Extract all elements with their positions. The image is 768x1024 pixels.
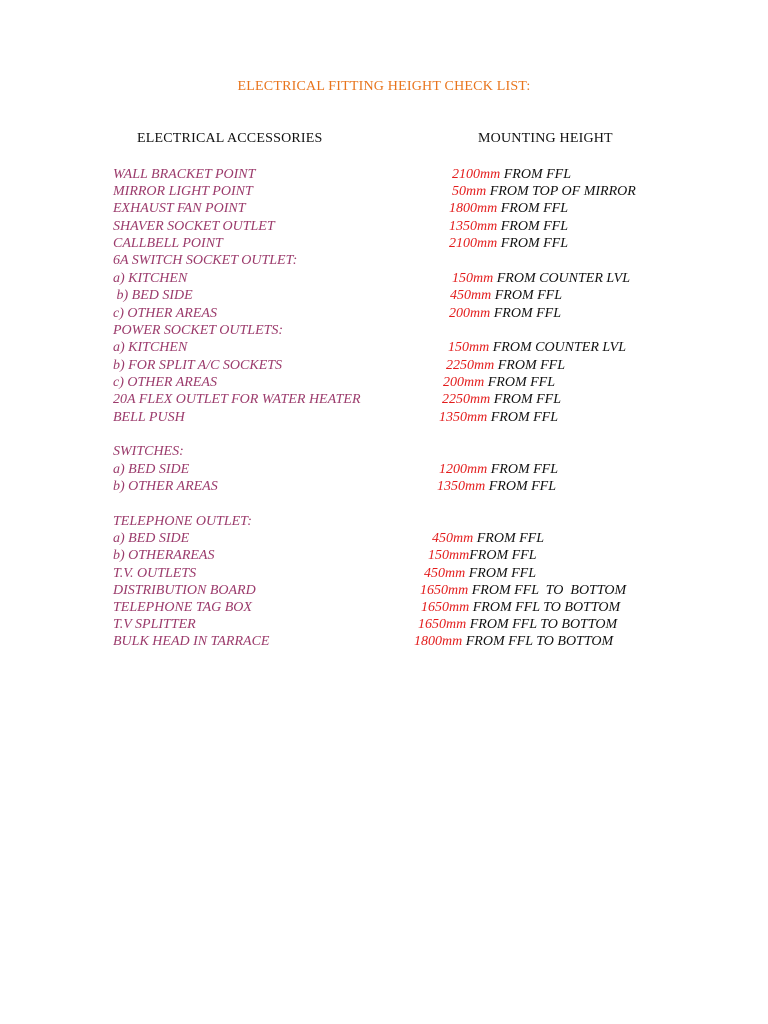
accessory-name: b) BED SIDE <box>113 288 193 303</box>
height-value: 1200mm <box>439 462 488 477</box>
checklist-row <box>113 200 713 217</box>
height-reference: FROM FFL TO BOTTOM <box>468 583 627 598</box>
checklist-row <box>113 305 713 322</box>
mounting-height <box>424 565 536 582</box>
height-reference: FROM FFL <box>500 167 571 182</box>
mounting-height <box>439 409 558 426</box>
checklist-row <box>113 513 713 530</box>
mounting-height <box>449 200 568 217</box>
mounting-height <box>421 599 620 616</box>
checklist-row <box>113 166 713 183</box>
mounting-height <box>418 616 617 633</box>
checklist-row <box>113 287 713 304</box>
checklist-row <box>113 252 713 269</box>
accessory-name: BULK HEAD IN TARRACE <box>113 634 270 649</box>
mounting-height <box>449 235 568 252</box>
mounting-height <box>452 183 636 200</box>
mounting-height <box>439 461 558 478</box>
height-reference: FROM FFL <box>497 201 568 216</box>
accessory-name: a) BED SIDE <box>113 531 190 546</box>
height-value: 450mm <box>424 566 466 581</box>
accessory-name: b) FOR SPLIT A/C SOCKETS <box>113 358 283 373</box>
height-value: 200mm <box>449 306 491 321</box>
height-reference: FROM FFL <box>484 375 555 390</box>
height-value: 2100mm <box>449 236 498 251</box>
height-value: 1350mm <box>437 479 486 494</box>
checklist-row <box>113 409 713 426</box>
mounting-height <box>446 357 565 374</box>
accessory-name: BELL PUSH <box>113 410 185 425</box>
checklist-row <box>113 374 713 391</box>
accessory-name: WALL BRACKET POINT <box>113 167 256 182</box>
mounting-height <box>450 287 562 304</box>
height-value: 450mm <box>450 288 492 303</box>
checklist-row <box>113 235 713 252</box>
height-value: 200mm <box>443 375 485 390</box>
height-value: 150mm <box>452 271 494 286</box>
accessory-name: b) OTHERAREAS <box>113 548 215 563</box>
checklist-row <box>113 183 713 200</box>
accessory-name: 6A SWITCH SOCKET OUTLET: <box>113 253 298 268</box>
height-reference: FROM FFL <box>469 548 537 563</box>
height-reference: FROM FFL <box>487 462 558 477</box>
accessory-name: CALLBELL POINT <box>113 236 223 251</box>
column-header-accessories: ELECTRICAL ACCESSORIES <box>137 131 323 146</box>
height-reference: FROM COUNTER LVL <box>493 271 631 286</box>
accessory-name: c) OTHER AREAS <box>113 375 217 390</box>
checklist-row <box>113 339 713 356</box>
height-value: 50mm <box>452 184 487 199</box>
height-value: 1650mm <box>418 617 467 632</box>
mounting-height <box>428 547 537 564</box>
accessory-name: EXHAUST FAN POINT <box>113 201 246 216</box>
height-reference: FROM COUNTER LVL <box>489 340 627 355</box>
height-reference: FROM FFL <box>490 306 561 321</box>
checklist-row <box>113 461 713 478</box>
mounting-height <box>432 530 544 547</box>
checklist-row <box>113 478 713 495</box>
checklist-row <box>113 633 713 650</box>
height-reference: FROM FFL TO BOTTOM <box>466 617 618 632</box>
accessory-name: POWER SOCKET OUTLETS: <box>113 323 284 338</box>
height-reference: FROM FFL <box>497 219 568 234</box>
accessory-name: DISTRIBUTION BOARD <box>113 583 256 598</box>
height-value: 2250mm <box>442 392 491 407</box>
accessory-name: 20A FLEX OUTLET FOR WATER HEATER <box>113 392 361 407</box>
mounting-height <box>448 339 626 356</box>
mounting-height <box>452 270 630 287</box>
accessory-name: SWITCHES: <box>113 444 184 459</box>
accessory-name: a) KITCHEN <box>113 340 188 355</box>
column-header-mounting-height: MOUNTING HEIGHT <box>478 131 613 146</box>
height-reference: FROM FFL <box>490 392 561 407</box>
mounting-height <box>449 218 568 235</box>
mounting-height <box>449 305 561 322</box>
checklist-row <box>113 547 713 564</box>
mounting-height <box>443 374 555 391</box>
mounting-height <box>452 166 571 183</box>
height-reference: FROM FFL <box>494 358 565 373</box>
mounting-height <box>442 391 561 408</box>
height-value: 1350mm <box>439 410 488 425</box>
height-value: 1650mm <box>420 583 469 598</box>
height-value: 450mm <box>432 531 474 546</box>
height-reference: FROM FFL <box>497 236 568 251</box>
checklist-row <box>113 582 713 599</box>
height-reference: FROM FFL TO BOTTOM <box>469 600 621 615</box>
mounting-height <box>420 582 626 599</box>
checklist-row <box>113 565 713 582</box>
accessory-name: a) BED SIDE <box>113 462 190 477</box>
accessory-name: c) OTHER AREAS <box>113 306 217 321</box>
document-title: ELECTRICAL FITTING HEIGHT CHECK LIST: <box>237 79 531 94</box>
accessory-name: b) OTHER AREAS <box>113 479 218 494</box>
height-reference: FROM FFL <box>465 566 536 581</box>
checklist-row <box>113 357 713 374</box>
height-reference: FROM FFL <box>487 410 558 425</box>
accessory-name: TELEPHONE OUTLET: <box>113 514 252 529</box>
height-value: 2250mm <box>446 358 495 373</box>
checklist-row <box>113 599 713 616</box>
checklist-row <box>113 322 713 339</box>
checklist-row <box>113 443 713 460</box>
height-reference: FROM TOP OF MIRROR <box>486 184 636 199</box>
accessory-name: a) KITCHEN <box>113 271 188 286</box>
height-value: 150mm <box>448 340 490 355</box>
height-value: 1350mm <box>449 219 498 234</box>
checklist-row <box>113 530 713 547</box>
height-reference: FROM FFL <box>491 288 562 303</box>
height-value: 1800mm <box>449 201 498 216</box>
height-reference: FROM FFL <box>485 479 556 494</box>
checklist-row <box>113 616 713 633</box>
height-reference: FROM FFL <box>473 531 544 546</box>
checklist-row <box>113 270 713 287</box>
height-value: 2100mm <box>452 167 501 182</box>
checklist-row <box>113 391 713 408</box>
height-value: 150mm <box>428 548 470 563</box>
mounting-height <box>414 633 613 650</box>
mounting-height <box>437 478 556 495</box>
accessory-name: MIRROR LIGHT POINT <box>113 184 253 199</box>
accessory-name: TELEPHONE TAG BOX <box>113 600 252 615</box>
accessory-name: T.V SPLITTER <box>113 617 196 632</box>
height-reference: FROM FFL TO BOTTOM <box>462 634 614 649</box>
checklist-row <box>113 218 713 235</box>
accessory-name: T.V. OUTLETS <box>113 566 197 581</box>
height-value: 1650mm <box>421 600 470 615</box>
accessory-name: SHAVER SOCKET OUTLET <box>113 219 275 234</box>
height-value: 1800mm <box>414 634 463 649</box>
